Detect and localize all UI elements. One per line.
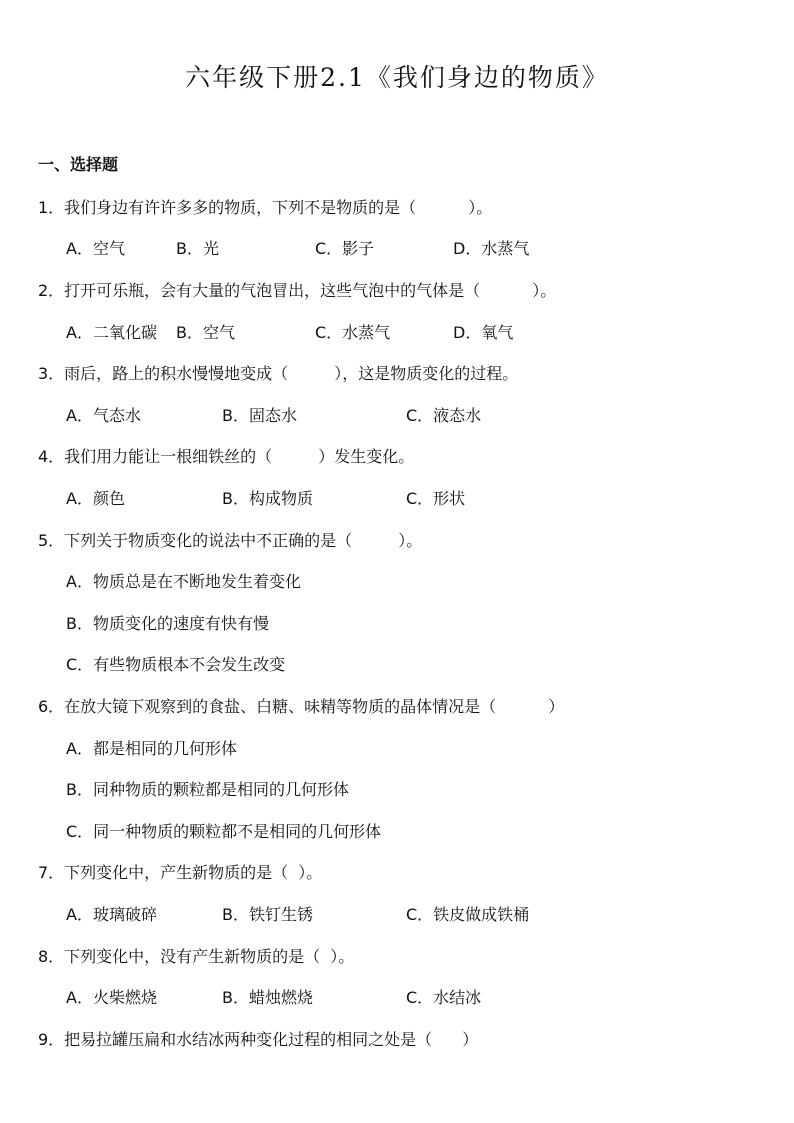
option-a[interactable]: A．玻璃破碎 xyxy=(66,905,157,924)
question-text: 3．雨后，路上的积水慢慢地变成（ xyxy=(38,364,289,383)
question-text-end: ）。 xyxy=(532,281,557,300)
question-3 xyxy=(38,361,518,384)
option-c[interactable]: C．影子 xyxy=(315,239,375,258)
option-a[interactable]: A．气态水 xyxy=(66,406,141,425)
question-text: 1．我们身边有许许多多的物质，下列不是物质的是（ xyxy=(38,198,417,217)
option-c[interactable]: C．有些物质根本不会发生改变 xyxy=(66,655,286,674)
option-b[interactable]: B．光 xyxy=(176,239,219,258)
question-8 xyxy=(38,944,354,967)
question-text: 2．打开可乐瓶，会有大量的气泡冒出，这些气泡中的气体是（ xyxy=(38,281,481,300)
option-d[interactable]: D．氧气 xyxy=(453,323,514,342)
option-c[interactable]: C．同一种物质的颗粒都不是相同的几何形体 xyxy=(66,822,382,841)
question-text: 6．在放大镜下观察到的食盐、白糖、味精等物质的晶体情况是（ xyxy=(38,697,497,716)
option-a[interactable]: A．物质总是在不断地发生着变化 xyxy=(66,572,301,591)
section-heading: 一、选择题 xyxy=(38,155,119,174)
option-b[interactable]: B．物质变化的速度有快有慢 xyxy=(66,614,269,633)
question-text-end: ）。 xyxy=(330,947,355,966)
option-b[interactable]: B．空气 xyxy=(176,323,235,342)
question-text: 8．下列变化中，没有产生新物质的是（ xyxy=(38,947,321,966)
question-text: 9．把易拉罐压扁和水结冰两种变化过程的相同之处是（ xyxy=(38,1030,433,1049)
question-7 xyxy=(38,860,322,883)
question-text: 7．下列变化中，产生新物质的是（ xyxy=(38,863,289,882)
option-b[interactable]: B．固态水 xyxy=(222,406,297,425)
question-text-end: ） xyxy=(548,697,565,716)
option-c[interactable]: C．水结冰 xyxy=(406,988,482,1007)
option-b[interactable]: B．蜡烛燃烧 xyxy=(222,988,313,1007)
option-a[interactable]: A．二氧化碳 xyxy=(66,323,157,342)
question-text-end: ）。 xyxy=(468,198,493,217)
question-text-end: ） xyxy=(462,1030,479,1049)
option-b[interactable]: B．构成物质 xyxy=(222,489,313,508)
option-d[interactable]: D．水蒸气 xyxy=(453,239,530,258)
option-c[interactable]: C．液态水 xyxy=(406,406,482,425)
option-c[interactable]: C．水蒸气 xyxy=(315,323,391,342)
question-text-end: ），这是物质变化的过程。 xyxy=(334,364,519,383)
option-b[interactable]: B．同种物质的颗粒都是相同的几何形体 xyxy=(66,780,349,799)
question-text: 5．下列关于物质变化的说法中不正确的是（ xyxy=(38,531,353,550)
question-4 xyxy=(38,444,414,467)
option-c[interactable]: C．铁皮做成铁桶 xyxy=(406,905,530,924)
page-title: 六年级下册2.1《我们身边的物质》 xyxy=(185,63,609,92)
question-text-end: ）。 xyxy=(298,863,323,882)
question-1 xyxy=(38,195,492,218)
option-b[interactable]: B．铁钉生锈 xyxy=(222,905,313,924)
option-c[interactable]: C．形状 xyxy=(406,489,466,508)
question-5 xyxy=(38,528,422,551)
question-text: 4．我们用力能让一根细铁丝的（ xyxy=(38,447,273,466)
option-a[interactable]: A．空气 xyxy=(66,239,125,258)
question-9 xyxy=(38,1027,478,1050)
option-a[interactable]: A．都是相同的几何形体 xyxy=(66,739,237,758)
option-a[interactable]: A．颜色 xyxy=(66,489,125,508)
question-text-end: ）。 xyxy=(398,531,423,550)
question-2 xyxy=(38,278,556,301)
question-6 xyxy=(38,694,564,717)
option-a[interactable]: A．火柴燃烧 xyxy=(66,988,157,1007)
question-text-end: ）发生变化。 xyxy=(318,447,415,466)
